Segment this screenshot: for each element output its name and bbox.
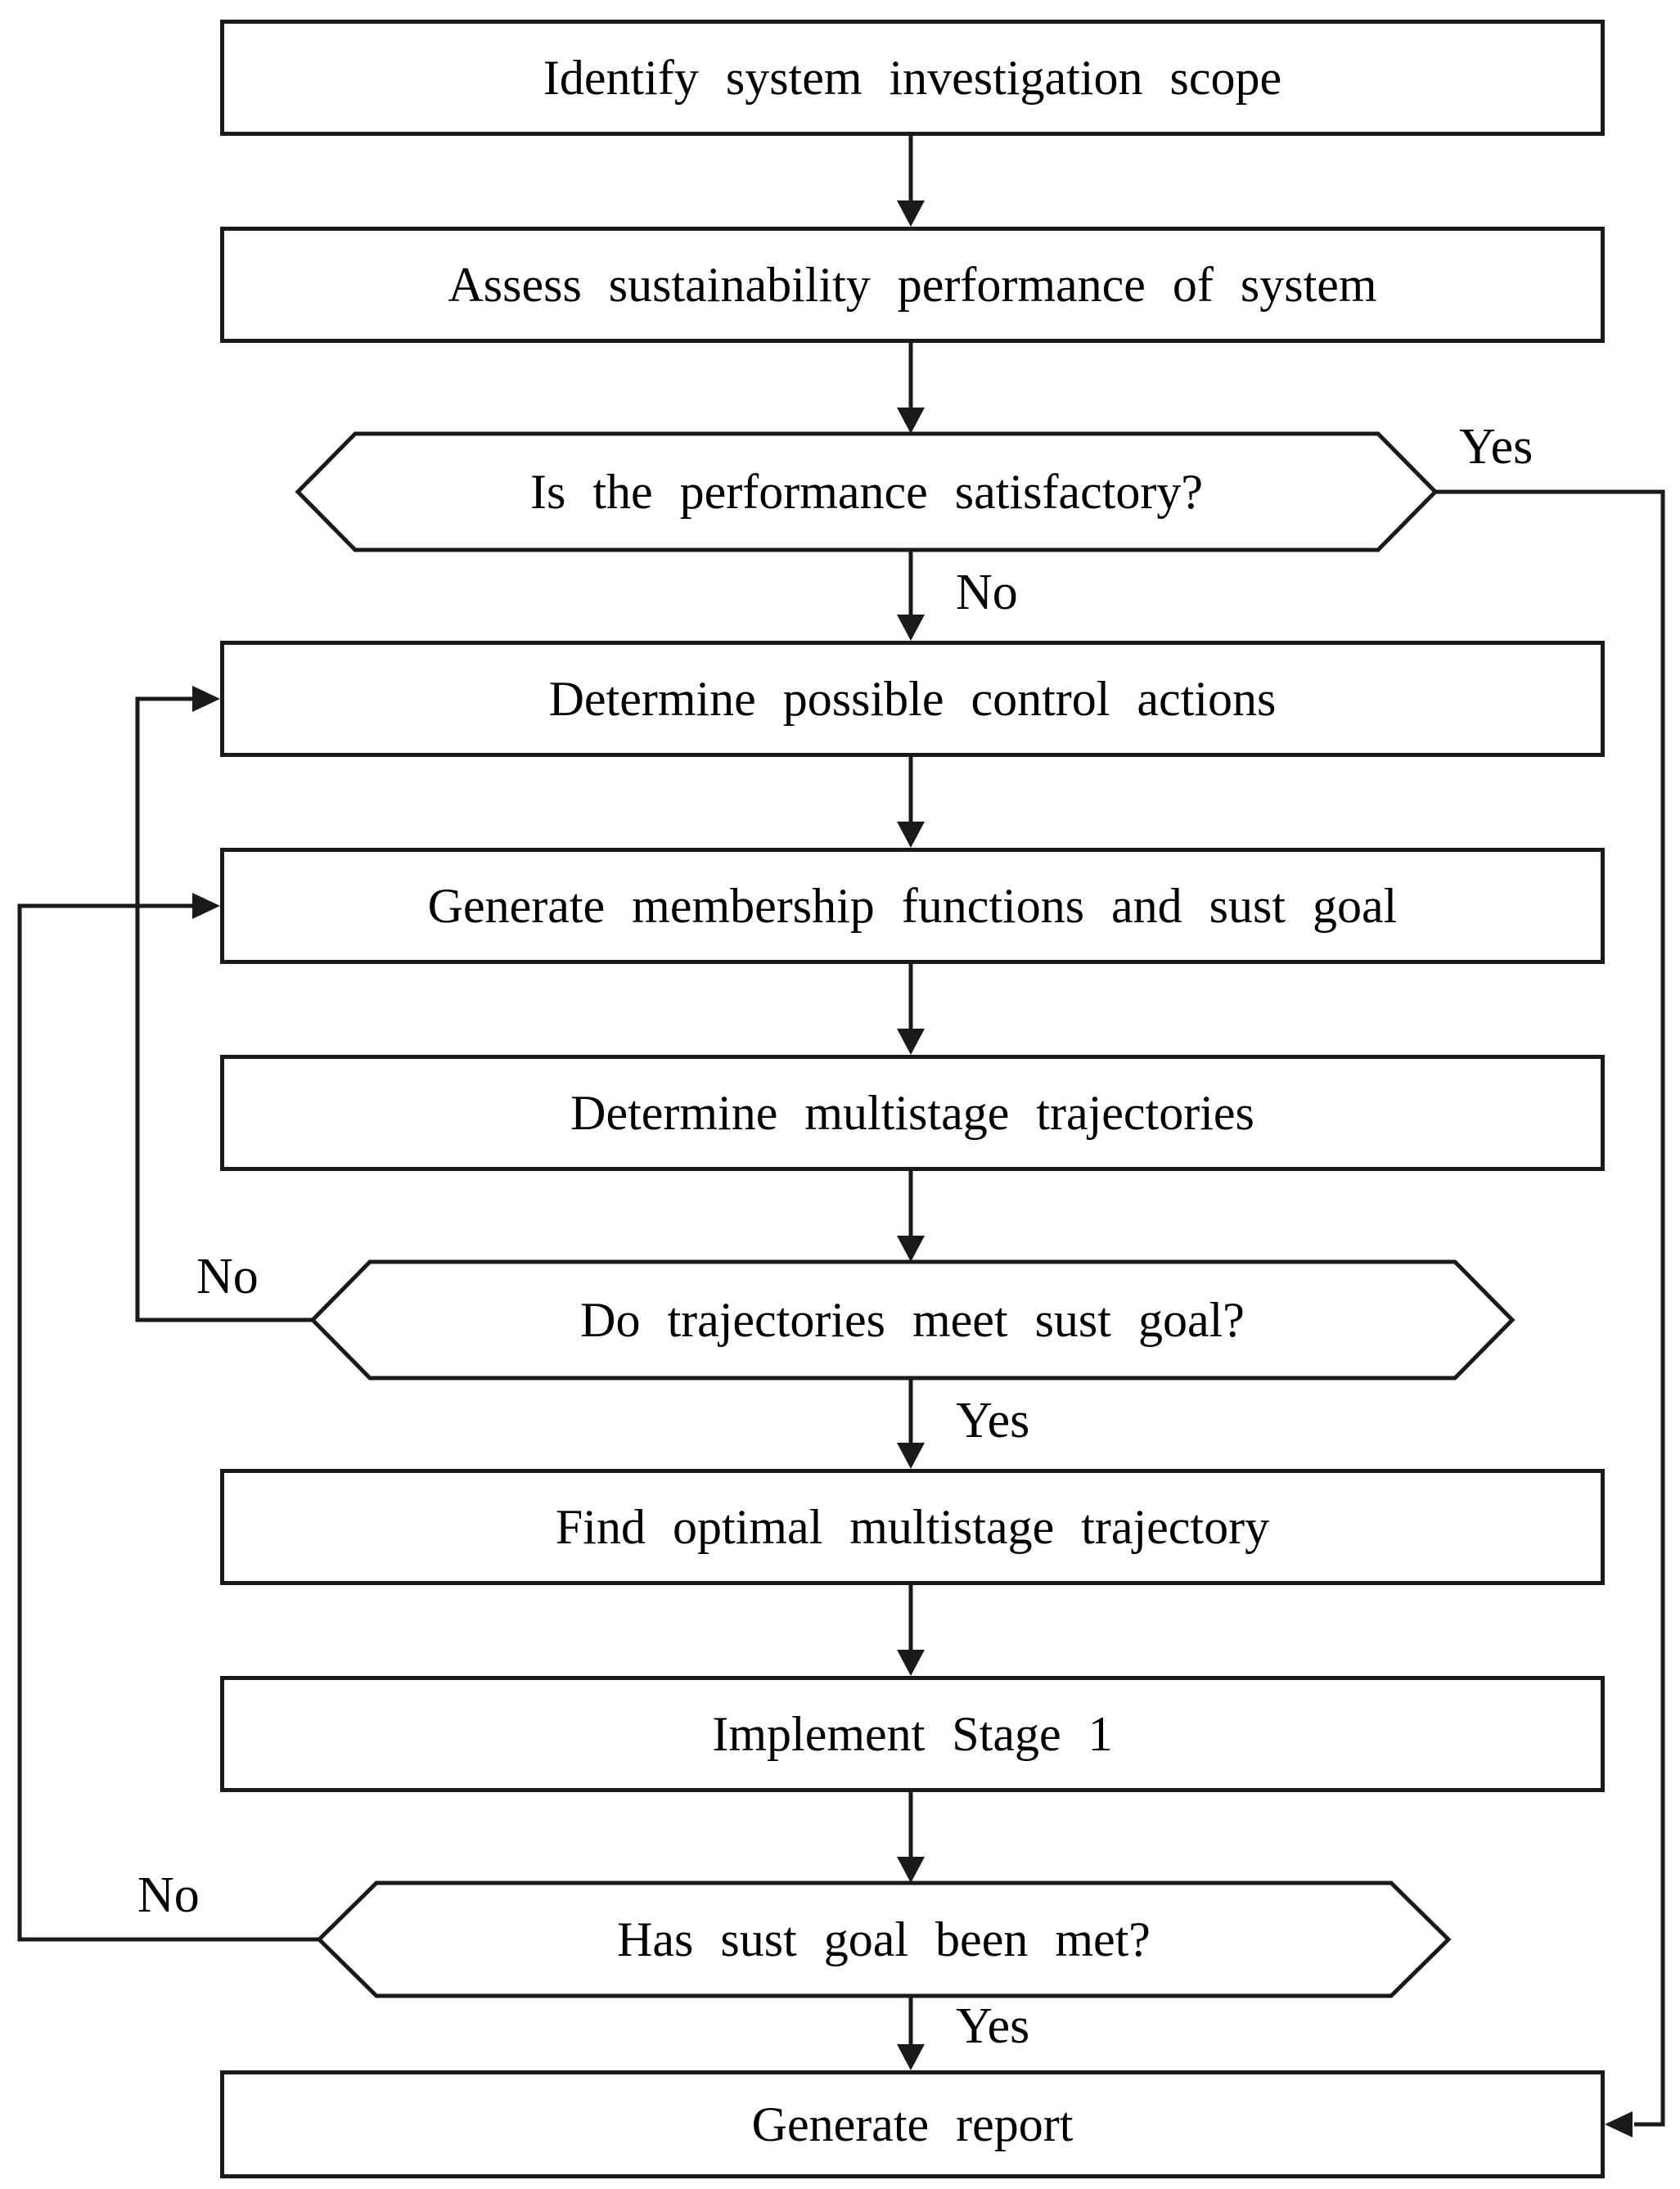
edge-label-yes-decision1: Yes xyxy=(1459,419,1534,475)
process-generate-membership-functions-label: Generate membership functions and sust goal xyxy=(427,879,1398,933)
process-generate-report xyxy=(220,2070,1605,2178)
process-implement-stage-1-label: Implement Stage 1 xyxy=(712,1707,1113,1761)
process-determine-trajectories-label: Determine multistage trajectories xyxy=(570,1086,1254,1140)
process-identify-scope xyxy=(220,20,1605,136)
decision-trajectories-meet-goal-shape xyxy=(313,1262,1512,1378)
process-identify-scope-label: Identify system investigation scope xyxy=(543,51,1282,105)
edge-label-no-decision3: No xyxy=(137,1867,200,1923)
decision-trajectories-meet-goal-label: Do trajectories meet sust goal? xyxy=(580,1293,1245,1347)
arrowhead-down-icon xyxy=(897,408,925,434)
arrowhead-right-icon xyxy=(192,893,220,919)
arrowhead-down-icon xyxy=(897,1650,925,1676)
edge-label-yes-decision2: Yes xyxy=(956,1393,1030,1448)
arrowhead-right-icon xyxy=(192,686,220,712)
edge-label-no-decision1: No xyxy=(956,565,1018,620)
decision-sust-goal-met-shape xyxy=(319,1883,1448,1996)
process-find-optimal-trajectory xyxy=(220,1469,1605,1585)
arrowhead-down-icon xyxy=(897,1857,925,1883)
process-find-optimal-trajectory-label: Find optimal multistage trajectory xyxy=(555,1500,1270,1554)
process-generate-membership-functions xyxy=(220,848,1605,964)
process-generate-report-label: Generate report xyxy=(751,2097,1074,2151)
process-determine-trajectories xyxy=(220,1055,1605,1171)
arrowhead-down-icon xyxy=(897,1443,925,1469)
arrowhead-down-icon xyxy=(897,1236,925,1262)
process-assess-performance xyxy=(220,227,1605,343)
decision-performance-satisfactory-shape xyxy=(298,434,1435,550)
decision-sust-goal-met-label: Has sust goal been met? xyxy=(617,1912,1151,1966)
process-determine-control-actions-label: Determine possible control actions xyxy=(548,672,1277,726)
process-assess-performance-label: Assess sustainability performance of system xyxy=(448,258,1377,312)
arrowhead-left-icon xyxy=(1605,2111,1633,2137)
edge-label-no-decision2: No xyxy=(196,1249,259,1304)
process-determine-control-actions xyxy=(220,641,1605,757)
arrowhead-down-icon xyxy=(897,822,925,848)
edge-label-yes-decision3: Yes xyxy=(956,1998,1030,2054)
process-implement-stage-1 xyxy=(220,1676,1605,1792)
arrowhead-down-icon xyxy=(897,1029,925,1055)
arrowhead-down-icon xyxy=(897,615,925,641)
arrowhead-down-icon xyxy=(897,2044,925,2070)
decision-performance-satisfactory-label: Is the performance satisfactory? xyxy=(530,465,1203,519)
arrowhead-down-icon xyxy=(897,200,925,227)
connector-decision2-no-to-control-actions xyxy=(137,699,313,1320)
